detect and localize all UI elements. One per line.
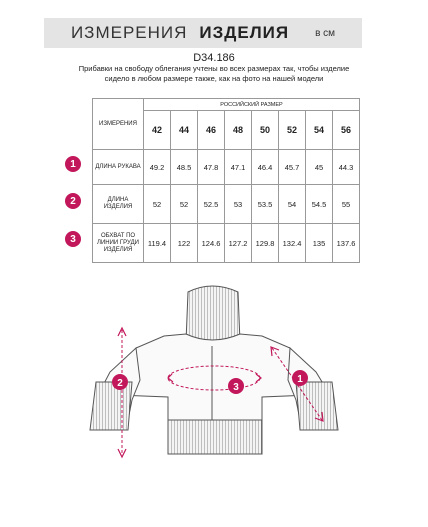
- table-cell: 135: [306, 224, 333, 263]
- size-cell: 48: [225, 111, 252, 150]
- table-cell: 49.2: [144, 150, 171, 185]
- row-number-badge: 3: [65, 231, 81, 247]
- marker-1-label: 1: [297, 374, 303, 385]
- size-cell: 56: [333, 111, 360, 150]
- table-cell: 132.4: [279, 224, 306, 263]
- table-cell: 47.1: [225, 150, 252, 185]
- left-cuff: [90, 382, 132, 430]
- row-label-product-length: ДЛИНА ИЗДЕЛИЯ: [93, 185, 144, 224]
- right-cuff: [296, 382, 338, 430]
- table-cell: 127.2: [225, 224, 252, 263]
- table-cell: 52.5: [198, 185, 225, 224]
- article-code: D34.186: [193, 52, 235, 64]
- table-cell: 52: [171, 185, 198, 224]
- table-cell: 46.4: [252, 150, 279, 185]
- size-cell: 42: [144, 111, 171, 150]
- row-label-chest-girth: ОБХВАТ ПО ЛИНИИ ГРУДИ ИЗДЕЛИЯ: [93, 224, 144, 263]
- table-cell: 52: [144, 185, 171, 224]
- table-cell: 124.6: [198, 224, 225, 263]
- table-cell: 44.3: [333, 150, 360, 185]
- size-cell: 50: [252, 111, 279, 150]
- table-cell: 54: [279, 185, 306, 224]
- size-cell: 54: [306, 111, 333, 150]
- fit-note: Прибавки на свободу облегания учтены во всех размерах так, чтобы изделие сидело в любом размере также, как на фото на нашей модели: [78, 64, 350, 83]
- table-cell: 122: [171, 224, 198, 263]
- table-cell: 55: [333, 185, 360, 224]
- marker-2-label: 2: [117, 378, 123, 389]
- title-unit: в см: [315, 27, 336, 39]
- row-number-badge: 1: [65, 156, 81, 172]
- table-cell: 119.4: [144, 224, 171, 263]
- sweater-body: [118, 334, 310, 430]
- hem-band: [168, 420, 262, 454]
- table-cell: 48.5: [171, 150, 198, 185]
- table-header-russian-size: РОССИЙСКИЙ РАЗМЕР: [144, 99, 360, 111]
- table-cell: 45.7: [279, 150, 306, 185]
- title-word-product: ИЗДЕЛИЯ: [199, 23, 290, 42]
- table-cell: 53: [225, 185, 252, 224]
- size-cell: 44: [171, 111, 198, 150]
- size-cell: 52: [279, 111, 306, 150]
- size-cell: 46: [198, 111, 225, 150]
- table-cell: 54.5: [306, 185, 333, 224]
- table-cell: 45: [306, 150, 333, 185]
- row-label-sleeve-length: ДЛИНА РУКАВА: [93, 150, 144, 185]
- table-cell: 137.6: [333, 224, 360, 263]
- title-word-measurements: ИЗМЕРЕНИЯ: [70, 23, 188, 42]
- marker-3-label: 3: [233, 382, 239, 393]
- table-cell: 129.8: [252, 224, 279, 263]
- table-header-measurements: ИЗМЕРЕНИЯ: [93, 99, 144, 150]
- row-number-badge: 2: [65, 193, 81, 209]
- table-cell: 47.8: [198, 150, 225, 185]
- table-cell: 53.5: [252, 185, 279, 224]
